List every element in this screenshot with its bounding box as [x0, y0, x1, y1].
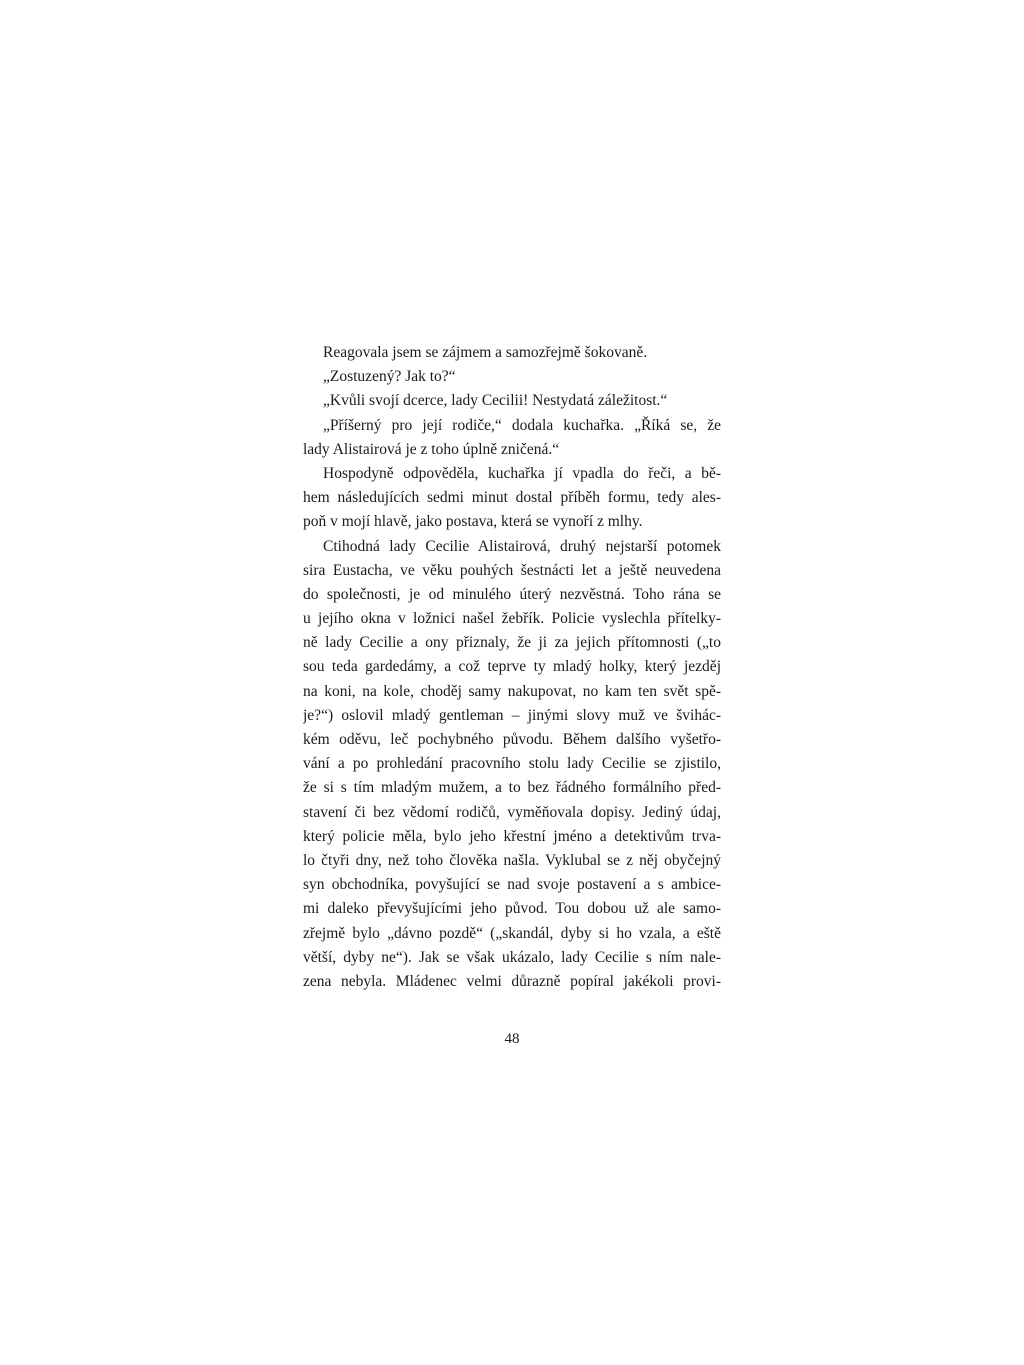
page-number: 48 — [504, 1031, 520, 1047]
text-line: že si s tím mladým mužem, a to bez řádného formálního před- — [303, 779, 721, 797]
text-line: větší, dyby ne“). Jak se však ukázalo, lady Cecilie s ním nale- — [303, 948, 721, 966]
text-line: lady Alistairová je z toho úplně zničená.“ — [303, 440, 560, 458]
text-line: vání a po prohledání pracovního stolu lady Cecilie se zjistilo, — [303, 755, 721, 773]
text-line: „Zostuzený? Jak to?“ — [323, 368, 456, 386]
text-line: poň v mojí hlavě, jako postava, která se vynoří z mlhy. — [303, 513, 643, 531]
text-line: Ctihodná lady Cecilie Alistairová, druhý nejstarší potomek — [323, 537, 721, 555]
text-line: který policie měla, bylo jeho křestní jméno a detektivům trva- — [303, 827, 721, 845]
text-line: zena nebyla. Mládenec velmi důrazně popíral jakékoli provi- — [303, 972, 721, 990]
text-line: stavení či bez vědomí rodičů, vyměňovala dopisy. Jediný údaj, — [303, 803, 721, 821]
text-line: sira Eustacha, ve věku pouhých šestnácti let a ještě neuvedena — [303, 561, 721, 579]
text-line: u jejího okna v ložnici našel žebřík. Policie vyslechla přítelky- — [303, 610, 721, 628]
text-line: syn obchodníka, povyšující se nad svoje postavení a s ambice- — [303, 876, 721, 894]
text-line: ně lady Cecilie a ony přiznaly, že ji za jejich přítomnosti („to — [303, 634, 721, 652]
text-line: do společnosti, je od minulého úterý nezvěstná. Toho rána se — [303, 585, 721, 603]
text-line: „Příšerný pro její rodiče,“ dodala kuchařka. „Říká se, že — [323, 416, 721, 434]
text-line: zřejmě bylo „dávno pozdě“ („skandál, dyby si ho vzala, a eště — [303, 924, 721, 942]
text-line: lo čtyři dny, než toho člověka našla. Vyklubal se z něj obyčejný — [303, 851, 721, 869]
text-line: „Kvůli svojí dcerce, lady Cecilii! Nestydatá záležitost.“ — [323, 392, 668, 410]
text-line: je?“) oslovil mladý gentleman – jinými slovy muž ve švihác- — [303, 706, 721, 724]
text-line: na koni, na kole, choděj samy nakupovat, no kam ten svět spě- — [303, 682, 721, 700]
text-line: kém oděvu, leč pochybného původu. Během dalšího vyšetřo- — [303, 731, 721, 748]
text-line: hem následujících sedmi minut dostal příběh formu, tedy ales- — [303, 489, 721, 507]
body-text — [303, 341, 721, 994]
text-line: sou teda gardedámy, a což teprve ty mladý holky, který jezděj — [303, 658, 721, 676]
text-line: mi daleko převyšujícími jeho původ. Tou dobou už ale samo- — [303, 900, 721, 918]
text-line: Hospodyně odpověděla, kuchařka jí vpadla do řeči, a bě- — [323, 464, 721, 482]
text-line: Reagovala jsem se zájmem a samozřejmě šokovaně. — [323, 344, 648, 361]
